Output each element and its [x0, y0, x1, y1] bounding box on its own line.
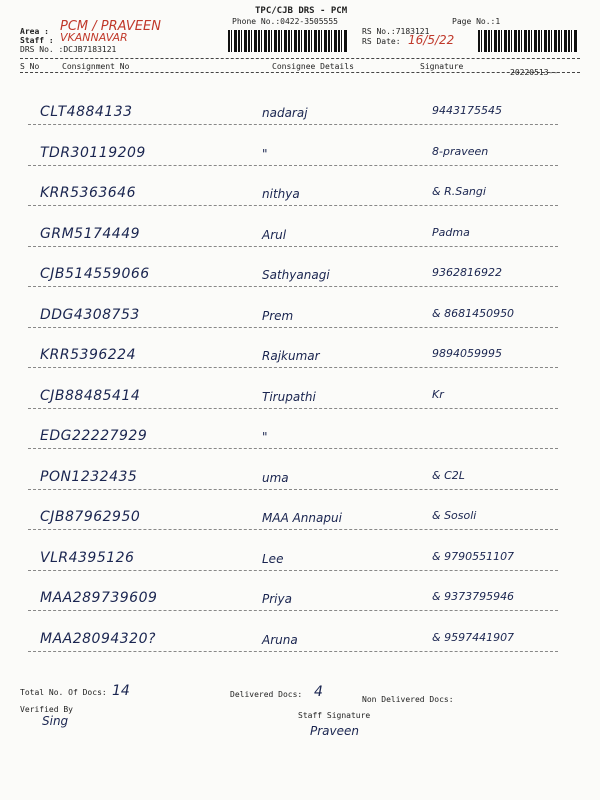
row-divider: [28, 367, 558, 368]
consignee-name: Lee: [262, 552, 284, 566]
recipient-signature: & 9373795946: [432, 590, 515, 603]
consignee-name: ": [262, 147, 268, 161]
recipient-signature: & Sosoli: [432, 509, 477, 522]
row-divider: [28, 651, 558, 652]
header-divider-bottom: [20, 72, 580, 73]
consignee-name: Aruna: [262, 633, 298, 647]
consignment-number: CJB87962950: [40, 509, 141, 525]
phone-number: Phone No.:0422-3505555: [232, 17, 338, 26]
row-divider: [28, 124, 558, 125]
area-value: PCM / PRAVEEN: [60, 19, 161, 34]
consignment-number: MAA28094320?: [40, 631, 156, 647]
consignee-name: MAA Annapui: [262, 511, 342, 525]
recipient-signature: & 8681450950: [432, 307, 515, 320]
staff-value: VKANNAVAR: [60, 31, 128, 44]
verified-by-label: Verified By: [20, 705, 73, 714]
consignment-number: VLR4395126: [40, 550, 135, 566]
recipient-signature: 9362816922: [432, 266, 502, 279]
consignment-number: PON1232435: [40, 469, 138, 485]
row-divider: [28, 165, 558, 166]
delivered-docs-label: Delivered Docs:: [230, 690, 303, 699]
report-title: TPC/CJB DRS - PCM: [255, 6, 348, 16]
delivered-docs-value: 4: [314, 684, 323, 700]
page-number: Page No.:1: [452, 17, 501, 26]
area-label: Area :: [20, 27, 49, 36]
row-divider: [28, 246, 558, 247]
consignment-number: EDG22227929: [40, 428, 148, 444]
non-delivered-docs-label: Non Delivered Docs:: [362, 695, 454, 704]
consignee-name: ": [262, 430, 268, 444]
consignee-name: nithya: [262, 187, 300, 201]
total-docs-label: Total No. Of Docs:: [20, 688, 107, 697]
staff-signature-label: Staff Signature: [298, 711, 371, 720]
col-consignment: Consignment No: [62, 62, 130, 71]
row-divider: [28, 448, 558, 449]
col-signature: Signature: [420, 62, 464, 71]
col-consignee: Consignee Details: [272, 62, 354, 71]
row-divider: [28, 529, 558, 530]
rs-date-label: RS Date:: [362, 37, 401, 46]
recipient-signature: Padma: [432, 226, 470, 239]
recipient-signature: & 9597441907: [432, 631, 515, 644]
barcode-right: [478, 30, 578, 52]
row-divider: [28, 205, 558, 206]
consignee-name: Arul: [262, 228, 287, 242]
consignment-number: TDR30119209: [40, 145, 146, 161]
col-sno: S No: [20, 62, 40, 71]
recipient-signature: & 9790551107: [432, 550, 515, 563]
consignee-name: nadaraj: [262, 106, 308, 120]
consignment-number: GRM5174449: [40, 226, 141, 242]
consignee-name: Sathyanagi: [262, 268, 330, 282]
rs-number: RS No.:7183121: [362, 27, 430, 36]
recipient-signature: Kr: [432, 388, 444, 401]
consignment-number: CJB514559066: [40, 266, 150, 282]
row-divider: [28, 489, 558, 490]
recipient-signature: 9894059995: [432, 347, 502, 360]
consignee-name: Prem: [262, 309, 294, 323]
consignee-name: Priya: [262, 592, 292, 606]
row-divider: [28, 286, 558, 287]
consignee-name: uma: [262, 471, 289, 485]
row-divider: [28, 610, 558, 611]
barcode-left: [228, 30, 348, 52]
rs-date-value: 16/5/22: [408, 33, 455, 47]
consignment-number: MAA289739609: [40, 590, 158, 606]
row-divider: [28, 408, 558, 409]
recipient-signature: & C2L: [432, 469, 465, 482]
consignee-name: Tirupathi: [262, 390, 316, 404]
consignment-number: KRR5396224: [40, 347, 136, 363]
header-divider-top: [20, 58, 580, 59]
consignment-number: CLT4884133: [40, 104, 133, 120]
consignee-name: Rajkumar: [262, 349, 320, 363]
row-divider: [28, 570, 558, 571]
recipient-signature: 8-praveen: [432, 145, 489, 158]
consignment-number: CJB88485414: [40, 388, 141, 404]
drs-number: DRS No. :DCJB7183121: [20, 45, 117, 54]
recipient-signature: & R.Sangi: [432, 185, 486, 198]
verified-signature: Sing: [42, 714, 69, 728]
consignment-number: KRR5363646: [40, 185, 136, 201]
recipient-signature: 9443175545: [432, 104, 502, 117]
row-divider: [28, 327, 558, 328]
total-docs-value: 14: [112, 683, 130, 699]
staff-label: Staff :: [20, 36, 54, 45]
date-code: 20220513--: [510, 68, 559, 77]
consignment-number: DDG4308753: [40, 307, 140, 323]
staff-signature: Praveen: [310, 724, 359, 738]
